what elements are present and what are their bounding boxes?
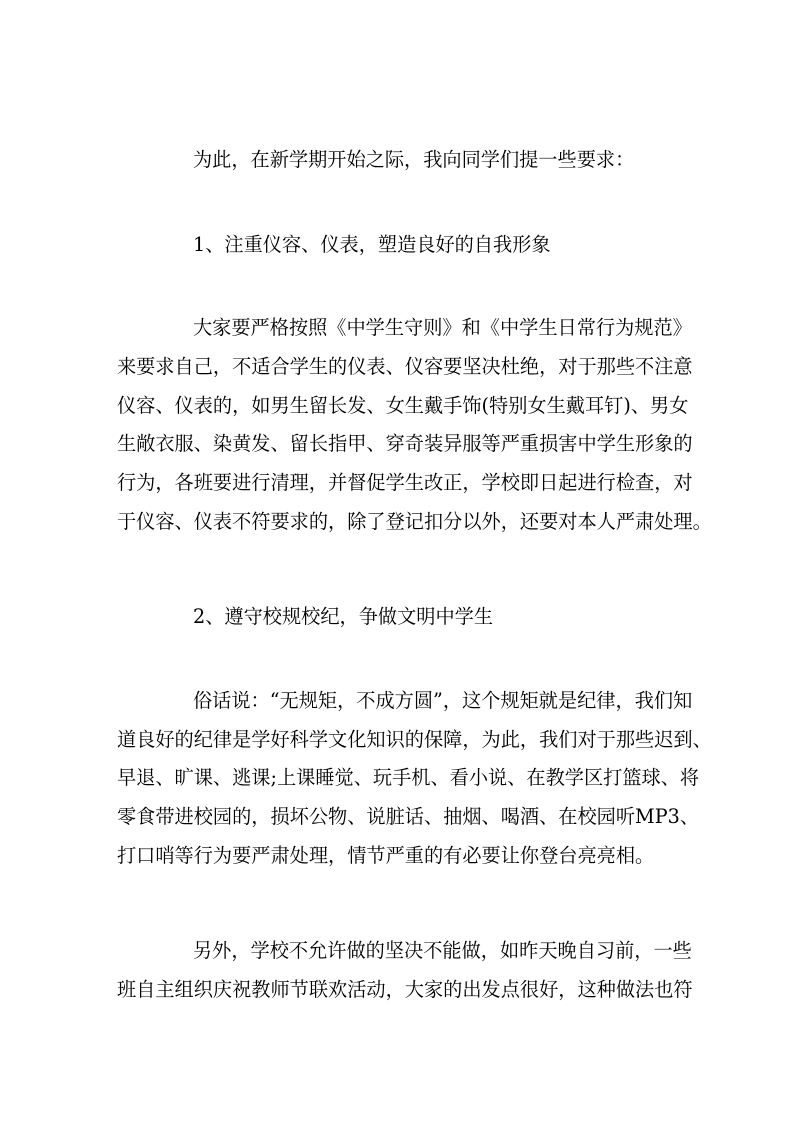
paragraph-1-line-3: 仪容、仪表的，如男生留长发、女生戴手饰(特别女生戴耳钉)、男女 xyxy=(117,394,689,417)
intro-line: 为此，在新学期开始之际，我向同学们提一些要求： xyxy=(193,148,635,171)
paragraph-2-line-1: 俗话说：“无规矩，不成方圆”，这个规矩就是纪律，我们知 xyxy=(193,689,693,712)
paragraph-1-line-6: 于仪容、仪表不符要求的，除了登记扣分以外，还要对本人严肃处理。 xyxy=(117,510,712,533)
paragraph-2-line-5: 打口哨等行为要严肃处理，情节严重的有必要让你登台亮亮相。 xyxy=(117,844,655,867)
section-heading-1: 1、注重仪容、仪表，塑造良好的自我形象 xyxy=(193,233,551,256)
paragraph-3-line-1: 另外，学校不允许做的坚决不能做，如昨天晚自习前，一些 xyxy=(193,939,692,962)
section-heading-2: 2、遵守校规校纪，争做文明中学生 xyxy=(193,605,494,628)
paragraph-2-line-2: 道良好的纪律是学好科学文化知识的保障，为此，我们对于那些迟到、 xyxy=(117,728,712,751)
paragraph-2-line-4: 零食带进校园的，损坏公物、说脏话、抽烟、喝酒、在校园听MP3、 xyxy=(117,805,700,828)
paragraph-1-line-4: 生敞衣服、染黄发、留长指甲、穿奇装异服等严重损害中学生形象的 xyxy=(117,432,693,455)
paragraph-2-line-3: 早退、旷课、逃课;上课睡觉、玩手机、看小说、在教学区打篮球、将 xyxy=(117,766,700,789)
paragraph-1-line-5: 行为，各班要进行清理，并督促学生改正，学校即日起进行检查，对 xyxy=(117,471,693,494)
paragraph-1-line-1: 大家要严格按照《中学生守则》和《中学生日常行为规范》 xyxy=(193,316,692,339)
paragraph-3-line-2: 班自主组织庆祝教师节联欢活动，大家的出发点很好，这种做法也符 xyxy=(117,978,693,1001)
paragraph-1-line-2: 来要求自己，不适合学生的仪表、仪容要坚决杜绝，对于那些不注意 xyxy=(117,355,693,378)
